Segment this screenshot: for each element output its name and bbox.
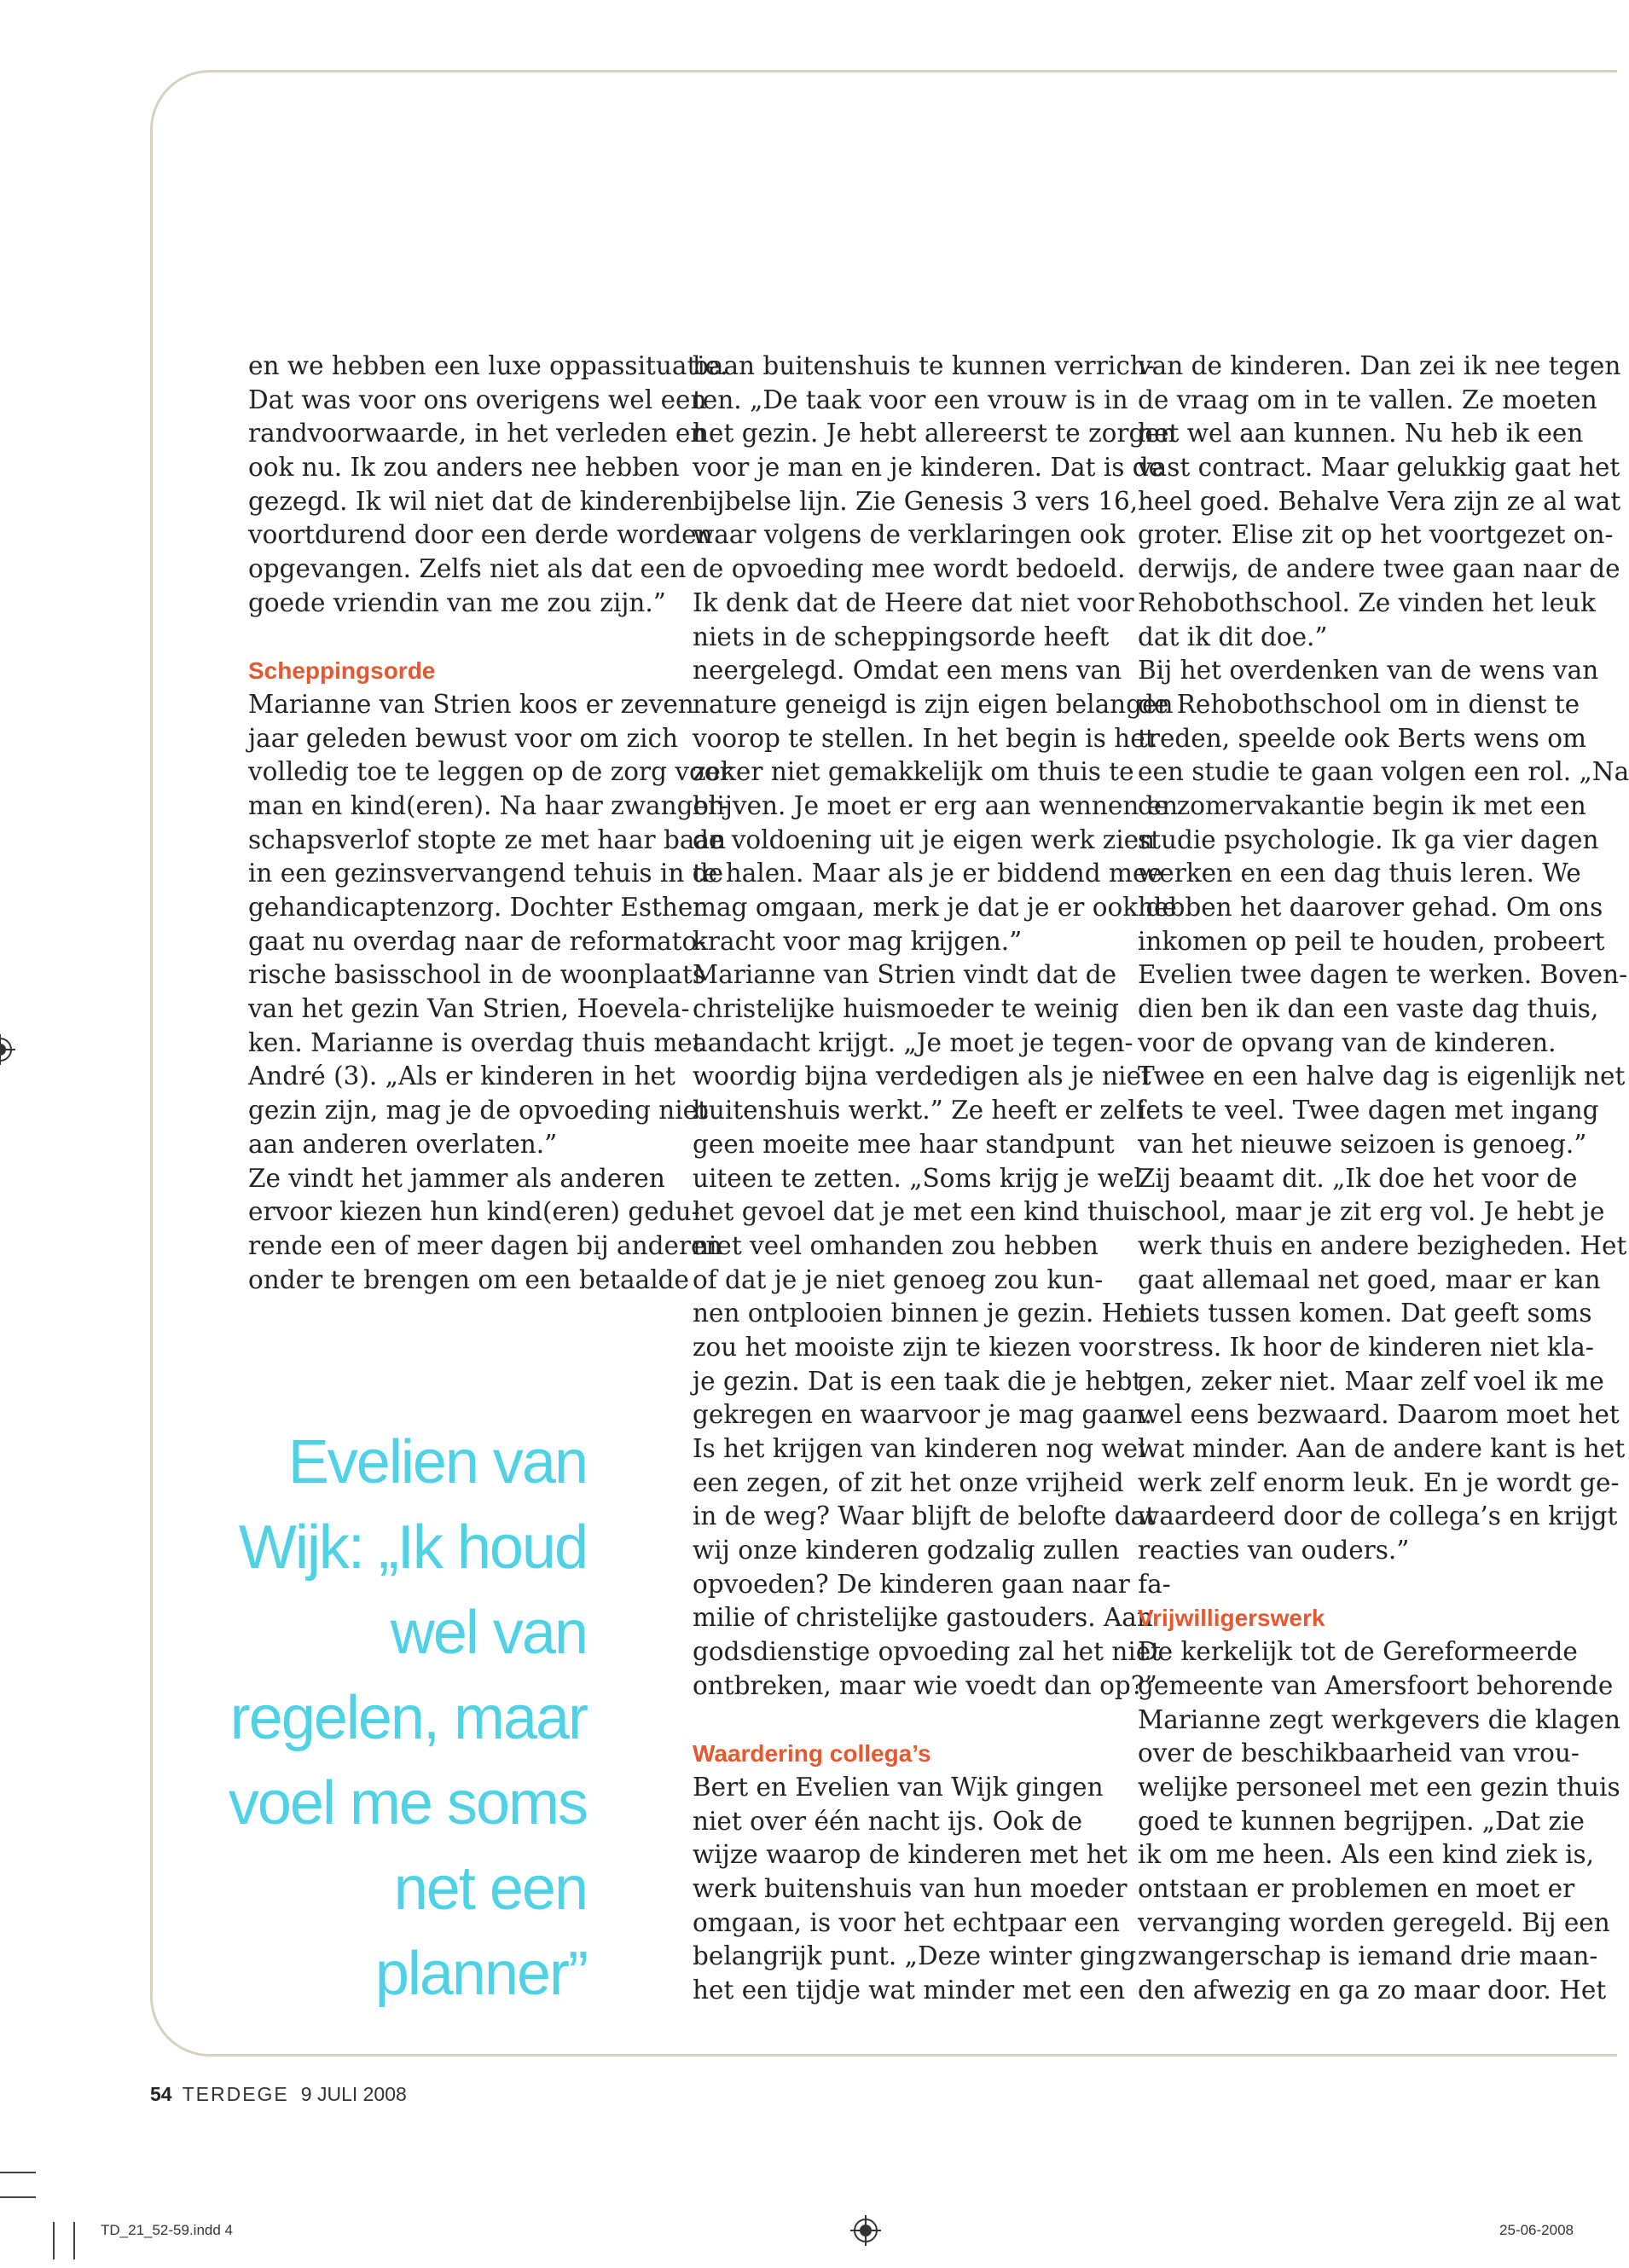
text-line: gehandicaptenzorg. Dochter Esther [248, 893, 705, 922]
text-line: Rehobothschool. Ze vinden het leuk [1138, 587, 1596, 617]
text-line: opgevangen. Zelfs niet als dat een [248, 554, 687, 584]
pull-quote-line: net een [393, 1854, 587, 1923]
text-line: voor je man en je kinderen. Dat is de [693, 453, 1164, 483]
registration-mark-icon [850, 2215, 881, 2246]
text-line: wijze waarop de kinderen met het [693, 1840, 1128, 1870]
text-line: waar volgens de verklaringen ook [693, 520, 1126, 550]
text-line: iets te veel. Twee dagen met ingang [1138, 1096, 1599, 1125]
paragraph-gap [248, 621, 666, 655]
text-line: belangrijk punt. „Deze winter ging [693, 1941, 1137, 1971]
text-line: nen ontplooien binnen je gezin. Het [693, 1299, 1149, 1328]
text-line: ook nu. Ik zou anders nee hebben [248, 453, 680, 483]
text-line: heel goed. Behalve Vera zijn ze al wat [1138, 486, 1621, 516]
page-number: 54 [150, 2083, 172, 2105]
text-line: Evelien twee dagen te werken. Boven- [1138, 960, 1628, 990]
pull-quote-line: Evelien van [287, 1428, 587, 1496]
text-line: niets tussen komen. Dat geeft soms [1138, 1299, 1592, 1328]
text-line: de opvoeding mee wordt bedoeld. [693, 554, 1126, 584]
pull-quote-line: planner” [374, 1940, 587, 2008]
text-line: volledig toe te leggen op de zorg voor [248, 757, 732, 787]
text-line: treden, speelde ook Berts wens om [1138, 723, 1586, 753]
text-line: een zegen, of zit het onze vrijheid [693, 1467, 1124, 1497]
crop-mark [73, 2222, 75, 2259]
issue-date: 9 JULI 2008 [300, 2083, 407, 2105]
text-line: het wel aan kunnen. Nu heb ik een [1138, 419, 1584, 448]
crop-mark [0, 2172, 36, 2173]
section-heading: Vrijwilligerswerk [1138, 1605, 1325, 1632]
text-line: derwijs, de andere twee gaan naar de [1138, 554, 1620, 584]
text-line: uiteen te zetten. „Soms krijg je wel [693, 1163, 1142, 1193]
text-line: het gevoel dat je met een kind thuis [693, 1197, 1151, 1227]
pull-quote-line: Wijk: „Ik houd [238, 1513, 587, 1582]
text-line: goed te kunnen begrijpen. „Dat zie [1138, 1806, 1585, 1836]
text-line: goede vriendin van me zou zijn.” [248, 587, 666, 617]
text-line: waardeerd door de collega’s en krijgt [1138, 1501, 1618, 1531]
text-line: de zomervakantie begin ik met een [1138, 790, 1586, 820]
text-line: werk buitenshuis van hun moeder [693, 1873, 1128, 1903]
text-line: een studie te gaan volgen een rol. „Na [1138, 757, 1629, 787]
text-line: reacties van ouders.” [1138, 1536, 1410, 1565]
text-line: school, maar je zit erg vol. Je hebt je [1138, 1197, 1605, 1227]
text-line: André (3). „Als er kinderen in het [248, 1062, 675, 1091]
text-line: zou het mooiste zijn te kiezen voor [693, 1332, 1136, 1362]
text-line: Ik denk dat de Heere dat niet voor [693, 587, 1134, 617]
text-line: dat ik dit doe.” [1138, 622, 1328, 651]
text-line: zeker niet gemakkelijk om thuis te [693, 757, 1134, 787]
text-line: werken en een dag thuis leren. We [1138, 859, 1581, 888]
text-line: mag omgaan, merk je dat je er ook de [693, 893, 1177, 922]
text-line: blijven. Je moet er erg aan wennen en [693, 790, 1179, 820]
pull-quote-line: wel van [390, 1599, 587, 1667]
text-line: jaar geleden bewust voor om zich [248, 723, 678, 753]
text-line: Ze vindt het jammer als anderen [248, 1163, 665, 1193]
text-line: Marianne zegt werkgevers die klagen [1138, 1704, 1621, 1734]
text-line: studie psychologie. Ik ga vier dagen [1138, 824, 1599, 854]
magazine-name: TERDEGE [182, 2083, 289, 2105]
text-line: wel eens bezwaard. Daarom moet het [1138, 1400, 1620, 1430]
paragraph-gap [693, 1704, 1110, 1738]
text-line: vast contract. Maar gelukkig gaat het [1138, 453, 1620, 483]
text-line: woordig bijna verdedigen als je niet [693, 1062, 1151, 1091]
pull-quote [205, 1420, 587, 2016]
text-line: dien ben ik dan een vaste dag thuis, [1138, 994, 1599, 1024]
text-line: gemeente van Amersfoort behorende [1138, 1670, 1614, 1700]
text-line: ontbreken, maar wie voedt dan op?” [693, 1670, 1157, 1700]
text-line: aan anderen overlaten.” [248, 1129, 558, 1159]
slug-filename: TD_21_52-59.indd 4 [101, 2222, 234, 2238]
text-line: ten. „De taak voor een vrouw is in [693, 385, 1128, 414]
text-line: aandacht krijgt. „Je moet je tegen- [693, 1027, 1133, 1057]
crop-mark [53, 2222, 55, 2259]
text-line: gen, zeker niet. Maar zelf voel ik me [1138, 1366, 1604, 1396]
text-line: Zij beaamt dit. „Ik doe het voor de [1138, 1163, 1578, 1193]
text-line: wat minder. Aan de andere kant is het [1138, 1434, 1626, 1463]
text-line: stress. Ik hoor de kinderen niet kla- [1138, 1332, 1594, 1362]
text-line: ontstaan er problemen en moet er [1138, 1873, 1575, 1903]
text-line: voor de opvang van de kinderen. [1138, 1027, 1557, 1057]
text-line: voorop te stellen. In het begin is het [693, 723, 1156, 753]
text-line: Marianne van Strien koos er zeven [248, 689, 694, 719]
text-line: milie of christelijke gastouders. Aan [693, 1603, 1153, 1633]
text-line: werk thuis en andere bezigheden. Het [1138, 1230, 1627, 1260]
paragraph-gap [1138, 1568, 1564, 1602]
text-line: opvoeden? De kinderen gaan naar fa- [693, 1569, 1171, 1599]
text-line: werk zelf enorm leuk. En je wordt ge- [1138, 1467, 1620, 1497]
text-line: randvoorwaarde, in het verleden en [248, 419, 707, 448]
text-line: Bert en Evelien van Wijk gingen [693, 1772, 1104, 1802]
text-line: wij onze kinderen godzalig zullen [693, 1536, 1120, 1565]
pull-quote-line: voel me soms [228, 1769, 587, 1837]
text-line: rende een of meer dagen bij anderen [248, 1230, 722, 1260]
text-line: Dat was voor ons overigens wel een [248, 385, 707, 414]
text-line: ken. Marianne is overdag thuis met [248, 1027, 703, 1057]
text-line: zwangerschap is iemand drie maan- [1138, 1941, 1598, 1971]
text-line: Twee en een halve dag is eigenlijk net [1138, 1062, 1626, 1091]
text-line: De kerkelijk tot de Gereformeerde [1138, 1637, 1578, 1667]
text-line: groter. Elise zit op het voortgezet on- [1138, 520, 1614, 550]
text-line: buitenshuis werkt.” Ze heeft er zelf [693, 1096, 1145, 1125]
text-line: bijbelse lijn. Zie Genesis 3 vers 16, [693, 486, 1139, 516]
text-line: het gezin. Je hebt allereerst te zorgen [693, 419, 1176, 448]
text-line: gaat allemaal net goed, maar er kan [1138, 1264, 1601, 1294]
text-line: christelijke huismoeder te weinig [693, 994, 1119, 1024]
text-line: de voldoening uit je eigen werk zien [693, 824, 1156, 854]
text-line: nature geneigd is zijn eigen belangen [693, 689, 1174, 719]
text-line: gezegd. Ik wil niet dat de kinderen [248, 486, 694, 516]
text-line: en we hebben een luxe oppassituatie. [248, 351, 728, 380]
text-line: neergelegd. Omdat een mens van [693, 656, 1122, 686]
text-line: niets in de scheppingsorde heeft [693, 622, 1110, 651]
text-line: Bij het overdenken van de wens van [1138, 656, 1599, 686]
slug-date: 25-06-2008 [1499, 2222, 1574, 2238]
section-heading: Waardering collega’s [693, 1740, 931, 1768]
text-line: gaat nu overdag naar de reformato- [248, 926, 706, 956]
text-line: baan buitenshuis te kunnen verrich- [693, 351, 1155, 380]
text-line: man en kind(eren). Na haar zwanger- [248, 790, 728, 820]
page-footer [150, 2083, 407, 2106]
text-line: de Rehobothschool om in dienst te [1138, 689, 1580, 719]
crop-mark [0, 2196, 36, 2198]
article-column-2 [693, 350, 1179, 2008]
text-line: niet veel omhanden zou hebben [693, 1230, 1099, 1260]
text-line: ik om me heen. Als een kind ziek is, [1138, 1840, 1595, 1870]
text-line: het een tijdje wat minder met een [693, 1976, 1126, 2005]
text-line: in een gezinsvervangend tehuis in de [248, 859, 724, 888]
section-heading: Scheppingsorde [248, 657, 436, 685]
text-line: over de beschikbaarheid van vrou- [1138, 1739, 1580, 1768]
text-line: hebben het daarover gehad. Om ons [1138, 893, 1603, 922]
registration-mark-icon [0, 1034, 15, 1065]
text-line: rische basisschool in de woonplaats [248, 960, 705, 990]
text-line: gezin zijn, mag je de opvoeding niet [248, 1096, 708, 1125]
text-line: Is het krijgen van kinderen nog wel [693, 1434, 1146, 1463]
text-line: de vraag om in te vallen. Ze moeten [1138, 385, 1597, 414]
text-line: niet over één nacht ijs. Ook de [693, 1806, 1083, 1836]
text-line: je gezin. Dat is een taak die je hebt [693, 1366, 1143, 1396]
text-line: omgaan, is voor het echtpaar een [693, 1907, 1121, 1937]
text-line: onder te brengen om een betaalde [248, 1264, 689, 1294]
text-line: geen moeite mee haar standpunt [693, 1129, 1115, 1159]
text-line: in de weg? Waar blijft de belofte dat [693, 1501, 1156, 1531]
text-line: godsdienstige opvoeding zal het niet [693, 1637, 1162, 1667]
text-line: inkomen op peil te houden, probeert [1138, 926, 1605, 956]
text-line: ervoor kiezen hun kind(eren) gedu- [248, 1197, 700, 1227]
text-line: te halen. Maar als je er biddend mee [693, 859, 1162, 888]
text-line: den afwezig en ga zo maar door. Het [1138, 1976, 1607, 2005]
text-line: gekregen en waarvoor je mag gaan. [693, 1400, 1152, 1430]
text-line: voortdurend door een derde worden [248, 520, 713, 550]
text-line: van het nieuwe seizoen is genoeg.” [1138, 1129, 1587, 1159]
text-line: schapsverlof stopte ze met haar baan [248, 824, 727, 854]
text-line: vervanging worden geregeld. Bij een [1138, 1907, 1610, 1937]
text-line: of dat je je niet genoeg zou kun- [693, 1264, 1104, 1294]
text-line: kracht voor mag krijgen.” [693, 926, 1023, 956]
pull-quote-line: regelen, maar [229, 1684, 587, 1752]
article-column-3 [1138, 350, 1629, 2008]
article-column-1 [248, 350, 732, 1297]
text-line: van het gezin Van Strien, Hoevela- [248, 994, 690, 1024]
text-line: Marianne van Strien vindt dat de [693, 960, 1117, 990]
text-line: van de kinderen. Dan zei ik nee tegen [1138, 351, 1621, 380]
text-line: welijke personeel met een gezin thuis [1138, 1772, 1620, 1802]
